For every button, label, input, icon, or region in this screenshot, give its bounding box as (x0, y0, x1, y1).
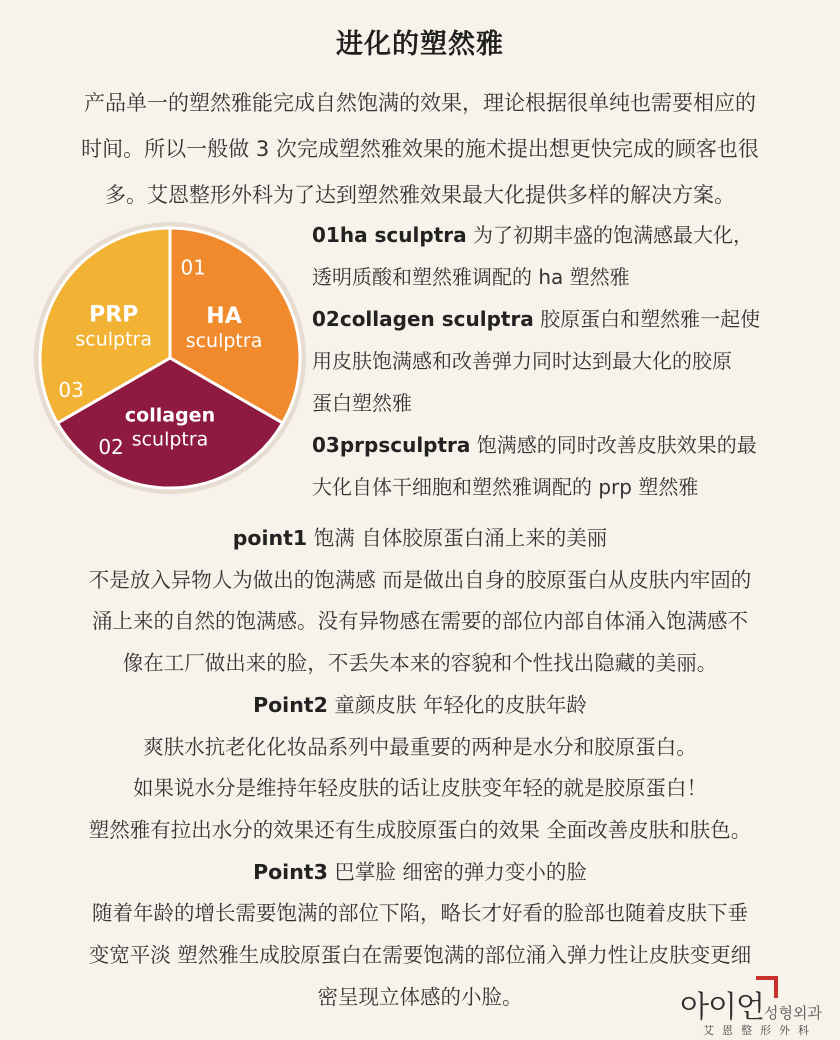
point-head: point1 (232, 526, 308, 550)
item-head: 02collagen sculptra (312, 307, 534, 331)
clinic-logo (680, 976, 840, 1040)
point-head: Point3 (253, 859, 328, 884)
item-text: 用皮肤饱满感和改善弹力同时达到最大化的胶原 (312, 349, 732, 373)
item-text: 大化自体干细胞和塑然雅调配的 prp 塑然雅 (312, 475, 699, 499)
logo-tagline: 艾恩整形外科 (703, 1024, 817, 1037)
pie-slice-subtitle: sculptra (185, 329, 263, 352)
point-line: 变宽平淡 塑然雅生成胶原蛋白在需要饱满的部位涌入弹力性让皮肤变更细 (88, 943, 752, 968)
point-line: 如果说水分是维持年轻皮肤的话让皮肤变年轻的就是胶原蛋白！ (133, 776, 707, 801)
item-text: 蛋白塑然雅 (312, 391, 412, 415)
point-subtitle: 童颜皮肤 年轻化的皮肤年龄 (334, 692, 587, 717)
intro-line: 时间。所以一般做 3 次完成塑然雅效果的施术提出想更快完成的顾客也很 (81, 137, 759, 161)
point-line: 爽肤水抗老化化妆品系列中最重要的两种是水分和胶原蛋白。 (143, 734, 697, 759)
item-head: 03prpsculptra (312, 433, 471, 457)
pie-slice-title: PRP (89, 302, 139, 328)
item-text: 饱满感的同时改善皮肤效果的最 (476, 433, 757, 457)
item-collagen (312, 298, 824, 424)
point-line: 像在工厂做出来的脸，不丢失本来的容貌和个性找出隐藏的美丽。 (122, 651, 718, 676)
item-prp (312, 424, 824, 508)
pie-slice-number: 02 (98, 434, 124, 459)
point-subtitle: 饱满 自体胶原蛋白涌上来的美丽 (313, 526, 608, 550)
point-line: 塑然雅有拉出水分的效果还有生成胶原蛋白的效果 全面改善皮肤和肤色。 (88, 817, 752, 842)
point-head: Point2 (253, 692, 328, 717)
item-ha (312, 214, 824, 298)
item-text: 为了初期丰盛的饱满感最大化， (472, 223, 753, 247)
logo-sub-text: 성형외과 (764, 1004, 822, 1022)
point-line: 不是放入异物人为做出的饱满感 而是做出自身的胶原蛋白从皮肤内牢固的 (88, 567, 752, 592)
intro-line: 多。艾恩整形外科为了达到塑然雅效果最大化提供多样的解决方案。 (105, 183, 735, 207)
sculptra-items (312, 214, 824, 508)
point-heading (20, 852, 820, 894)
point-line: 涌上来的自然的饱满感。没有异物感在需要的部位内部自体涌入饱满感不 (92, 609, 748, 634)
point-line: 密呈现立体感的小脸。 (317, 984, 523, 1009)
item-text: 胶原蛋白和塑然雅一起使 (540, 307, 761, 331)
sculptra-pie-diagram (30, 218, 310, 498)
pie-slice-number: 03 (58, 378, 84, 403)
page-title: 进化的塑然雅 (336, 29, 504, 60)
intro-paragraph (34, 80, 806, 218)
point-2 (20, 685, 820, 852)
points-section (20, 518, 820, 1018)
intro-line: 产品单一的塑然雅能完成自然饱满的效果，理论根据很单纯也需要相应的 (84, 91, 756, 115)
point-heading (20, 685, 820, 727)
point-subtitle: 巴掌脸 细密的弹力变小的脸 (334, 859, 587, 884)
point-heading (20, 518, 820, 560)
logo-main-text: 아이언 (680, 990, 764, 1025)
item-head: 01ha sculptra (312, 223, 467, 247)
pie-slice-subtitle: sculptra (75, 328, 153, 351)
pie-slice-subtitle: sculptra (131, 428, 209, 451)
pie-slice-title: collagen (124, 404, 216, 427)
point-1 (20, 518, 820, 685)
pie-svg (30, 218, 310, 498)
item-text: 透明质酸和塑然雅调配的 ha 塑然雅 (312, 265, 630, 289)
point-line: 随着年龄的增长需要饱满的部位下陷，略长才好看的脸部也随着皮肤下垂 (92, 901, 748, 926)
pie-slice-number: 01 (180, 255, 207, 280)
pie-slice-title: HA (206, 303, 242, 329)
